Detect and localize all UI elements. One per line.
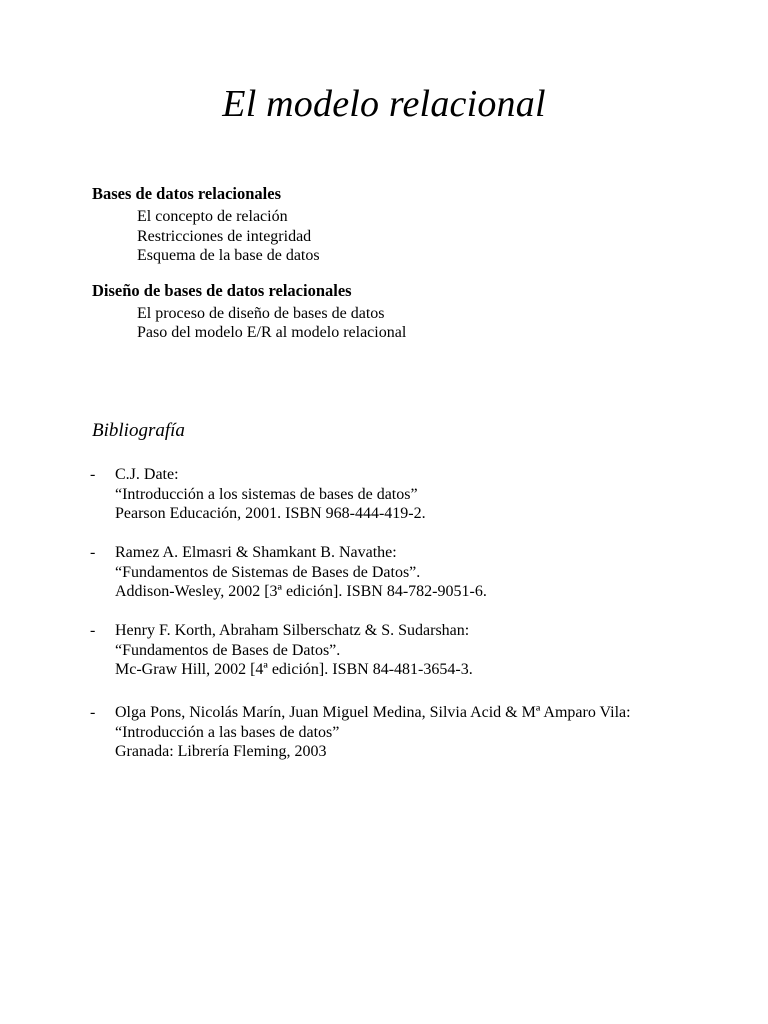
bibliography-heading: Bibliografía [92,420,185,441]
topic-item: El concepto de relación [137,208,288,225]
reference-bullet: - [90,704,96,721]
topic-item: Paso del modelo E/R al modelo relacional [137,324,407,341]
reference-title: “Introducción a los sistemas de bases de datos” [115,485,418,503]
section-heading-bases: Bases de datos relacionales [92,184,281,203]
reference-bullet: - [90,622,96,639]
reference-bullet: - [90,544,96,561]
section-heading-diseno: Diseño de bases de datos relacionales [92,281,352,300]
reference-authors: Ramez A. Elmasri & Shamkant B. Navathe: [115,544,397,561]
reference-publisher: Pearson Educación, 2001. ISBN 968-444-419-2. [115,505,426,522]
topic-item: Esquema de la base de datos [137,247,320,264]
reference-publisher: Granada: Librería Fleming, 2003 [115,743,327,760]
reference-title: “Fundamentos de Sistemas de Bases de Datos”. [115,563,421,581]
reference-title: “Fundamentos de Bases de Datos”. [115,641,341,659]
topic-item: El proceso de diseño de bases de datos [137,305,385,322]
reference-bullet: - [90,466,96,483]
page-title: El modelo relacional [222,83,546,125]
topic-item: Restricciones de integridad [137,228,312,245]
reference-publisher: Mc-Graw Hill, 2002 [4ª edición]. ISBN 84-481-3654-3. [115,661,473,678]
reference-authors: Olga Pons, Nicolás Marín, Juan Miguel Medina, Silvia Acid & Mª Amparo Vila: [115,704,631,721]
reference-authors: Henry F. Korth, Abraham Silberschatz & S. Sudarshan: [115,622,470,639]
reference-title: “Introducción a las bases de datos” [115,723,340,741]
reference-publisher: Addison-Wesley, 2002 [3ª edición]. ISBN 84-782-9051-6. [115,583,487,600]
reference-authors: C.J. Date: [115,466,179,483]
